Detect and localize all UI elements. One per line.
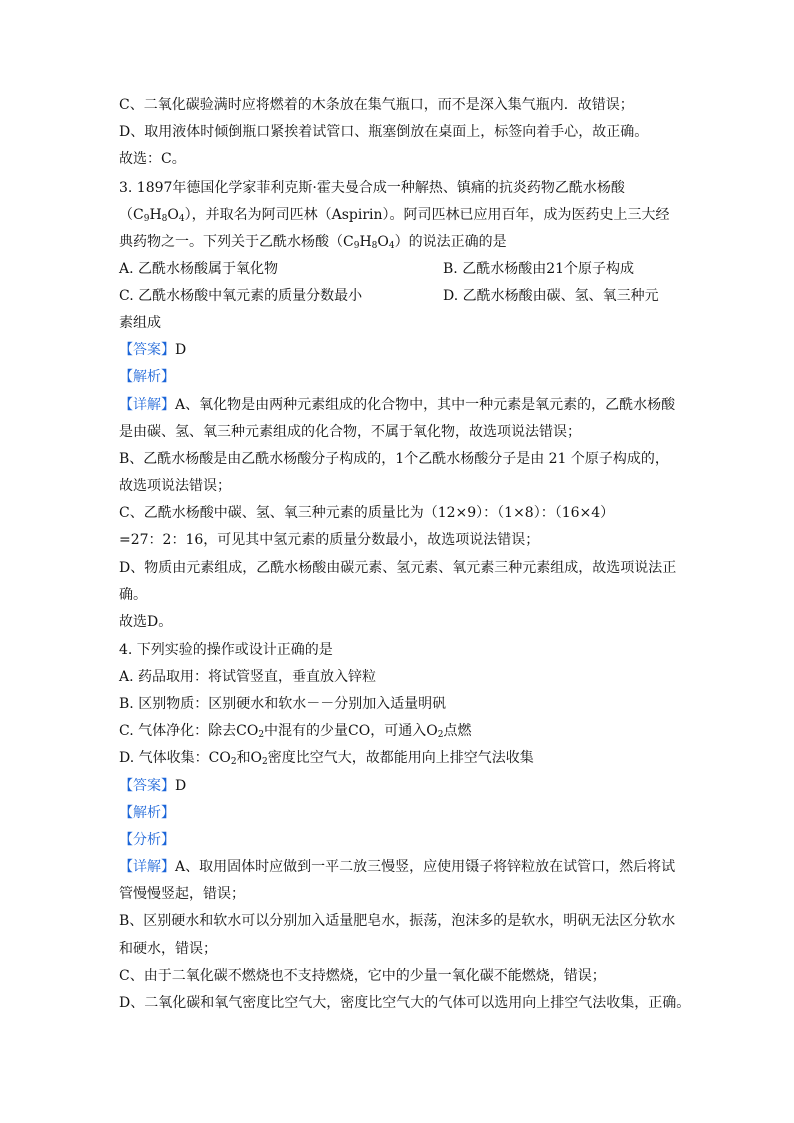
analysis-line: [119, 368, 175, 386]
text-line: C、由于二氧化碳不燃烧也不支持燃烧，它中的少量一氧化碳不能燃烧，错误；: [119, 968, 606, 984]
question-3-stem-3: 典药物之一。下列关于乙酰水杨酸$(C_9H_8O_4)$的说法正确的是: [119, 234, 507, 251]
analysis-tag: 【解析】: [119, 805, 175, 821]
text-line: B、乙酰水杨酸是由乙酰水杨酸分子构成的，1个乙酰水杨酸分子是由 21 个原子构成的，: [119, 451, 669, 467]
option-b: B. 区别物质：区别硬水和软水－－分别加入适量明矾: [119, 696, 447, 712]
text-line: 故选：C。: [119, 151, 186, 167]
fenxi-tag: 【分析】: [119, 832, 175, 848]
text-line: C、乙酰水杨酸中碳、氢、氧三种元素的质量比为（12×9）：（1×8）：（16×4）: [119, 505, 615, 521]
detail-tag: 【详解】: [119, 397, 175, 413]
fenxi-line: [119, 831, 175, 849]
option-d: D. 气体收集：$CO_2$和$O_2$密度比空气大，故都能用向上排空气法收集: [119, 750, 534, 767]
option-c: C. 气体净化：除去$CO_2$中混有的少量CO，可通入$O_2$点燃: [119, 723, 472, 740]
text-line: =27：2：16，可见其中氢元素的质量分数最小，故选项说法错误；: [119, 532, 540, 548]
text-line: D、取用液体时倾倒瓶口紧挨着试管口、瓶塞倒放在桌面上，标签向着手心，故正确。: [119, 124, 649, 140]
text-line: 是由碳、氢、氧三种元素组成的化合物，不属于氧化物，故选项说法错误；: [119, 424, 581, 440]
text-line: 管慢慢竖起，错误；: [119, 886, 245, 902]
analysis-line: [119, 804, 175, 822]
text-line: C、二氧化碳验满时应将燃着的木条放在集气瓶口，而不是深入集气瓶内．故错误；: [119, 97, 634, 113]
analysis-tag: 【解析】: [119, 369, 175, 385]
option-a: A. 药品取用：将试管竖直，垂直放入锌粒: [119, 669, 377, 685]
answer-line: 【答案】D: [119, 778, 187, 794]
option-b: B. 乙酰水杨酸由21个原子构成: [443, 261, 635, 277]
question-4-stem: 4. 下列实验的操作或设计正确的是: [119, 642, 333, 658]
text-line: 故选D。: [119, 614, 173, 630]
option-d: D. 乙酰水杨酸由碳、氢、氧三种元: [443, 288, 659, 304]
text-line: B、区别硬水和软水可以分别加入适量肥皂水，振荡，泡沫多的是软水，明矾无法区分软水: [119, 913, 676, 929]
text-line: 故选项说法错误；: [119, 478, 231, 494]
detail-line: 【详解】A、氧化物是由两种元素组成的化合物中，其中一种元素是氧元素的，乙酰水杨酸: [119, 397, 676, 413]
option-a: A. 乙酰水杨酸属于氧化物: [119, 261, 279, 277]
answer-tag: 【答案】: [119, 778, 175, 794]
text-line: D、二氧化碳和氧气密度比空气大，密度比空气大的气体可以选用向上排空气法收集，正确。: [119, 995, 691, 1011]
question-3-stem-2: $(C_9H_8O_4)$，并取名为阿司匹林（Aspirin）。阿司匹林已应用百年，成为医药史上三大经: [119, 207, 670, 224]
option-c: C. 乙酰水杨酸中氧元素的质量分数最小: [119, 288, 363, 304]
question-3-stem: 3. 1897年德国化学家菲利克斯·霍夫曼合成一种解热、镇痛的抗炎药物乙酰水杨酸: [119, 180, 625, 196]
answer-line: 【答案】D: [119, 342, 187, 358]
text-line: D、物质由元素组成，乙酰水杨酸由碳元素、氢元素、氧元素三种元素组成，故选项说法正: [119, 560, 677, 576]
detail-line: 【详解】A、取用固体时应做到一平二放三慢竖，应使用镊子将锌粒放在试管口，然后将试: [119, 859, 676, 875]
option-d-cont: 素组成: [119, 315, 161, 331]
detail-tag: 【详解】: [119, 859, 175, 875]
answer-tag: 【答案】: [119, 342, 175, 358]
text-line: 和硬水，错误；: [119, 941, 217, 957]
text-line: 确。: [119, 587, 147, 603]
